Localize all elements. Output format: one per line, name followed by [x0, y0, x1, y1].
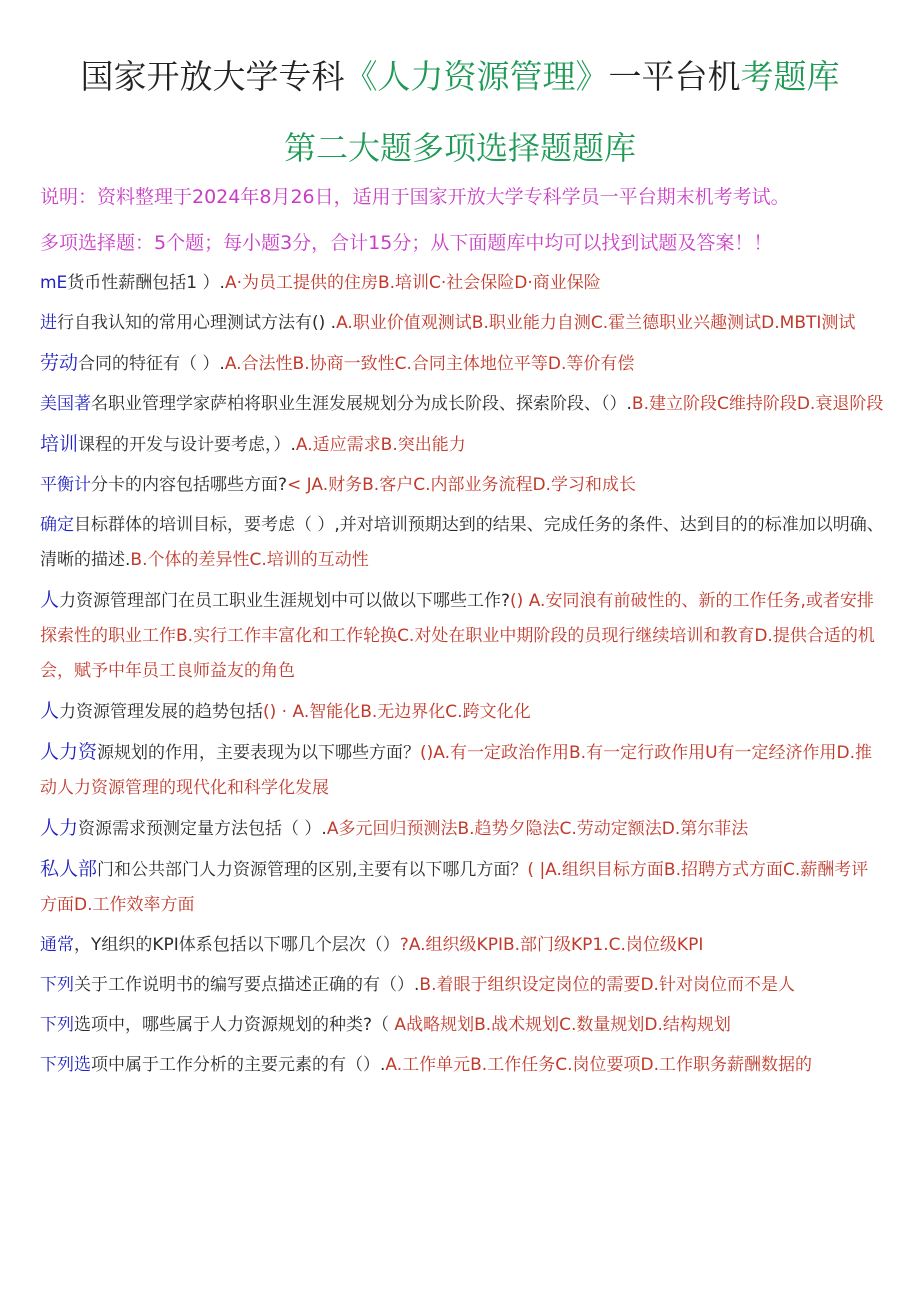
question-item [40, 694, 885, 730]
question-text: 名职业管理学家萨柏将职业生涯发展规划分为成长阶段、探索阶段、（）. [91, 394, 632, 414]
question-item [40, 1008, 885, 1043]
question-lead: 私人部 [40, 858, 98, 880]
question-item [40, 735, 885, 806]
question-answer: A.合法性B.协商一致性C.合同主体地位平等D.等价有偿 [224, 354, 635, 374]
question-text: 分卡的内容包括哪些方面? [91, 475, 288, 495]
question-lead: 确定 [40, 515, 74, 535]
question-answer: ( |A.组织目标方面B.招聘方式方面C.薪酬考评方面D.工作效率方面 [40, 860, 869, 915]
question-lead: 进 [40, 313, 57, 333]
question-item [40, 583, 885, 689]
question-list [40, 266, 885, 1088]
question-item [40, 1048, 885, 1083]
question-lead: 通常 [40, 935, 74, 955]
title-part-2: 《人力资源管理》 [344, 57, 609, 96]
question-text: ，Y组织的KPI体系包括以下哪几个层次（） [74, 935, 400, 955]
question-answer: ?A.组织级KPIB.部门级KP1.C.岗位级KPI [399, 935, 704, 955]
question-answer: B.建立阶段C维持阶段D.衰退阶段 [631, 394, 884, 414]
question-answer: B.个体的差异性C.培训的互动性 [130, 550, 369, 570]
question-text: 选项中，哪些属于人力资源规划的种类?（ [74, 1015, 390, 1035]
question-item [40, 306, 885, 341]
question-item [40, 266, 885, 301]
document-title [0, 52, 920, 102]
question-lead: 培训 [40, 433, 79, 455]
question-lead: 人 [40, 589, 60, 611]
question-answer: A多元回归预测法B.趋势夕隐法C.劳动定额法D.第尔菲法 [326, 819, 749, 839]
note-line-1: 说明：资料整理于2024年8月26日，适用于国家开放大学专科学员一平台期末机考考试。 [40, 186, 790, 208]
question-text: 目标群体的培训目标，要考虑（ ）,并对培训预期达到的结果、完成任务的条件、达到目的的标准加以明确、清晰的描述. [40, 515, 884, 570]
question-item [40, 508, 885, 578]
question-text: 关于工作说明书的编写要点描述正确的有（）. [74, 975, 420, 995]
question-text: 课程的开发与设计要考虑，）. [78, 435, 296, 455]
question-lead: 美国著 [40, 394, 91, 414]
question-item [40, 811, 885, 847]
question-lead: 人 [40, 700, 60, 722]
question-lead: 平衡计 [40, 475, 91, 495]
question-text: 合同的特征有（ ）. [78, 354, 225, 374]
question-item [40, 928, 885, 963]
title-part-4: 考题库 [740, 57, 840, 96]
question-item [40, 346, 885, 382]
question-answer: < JA.财务B.客户C.内部业务流程D.学习和成长 [287, 475, 636, 495]
question-answer: ()A.有一定政治作用B.有一定行政作用U有一定经济作用D.推动人力资源管理的现代化和科学化发展 [40, 743, 873, 798]
question-answer: A战略规划B.战术规划C.数量规划D.结构规划 [389, 1015, 731, 1035]
note-line-2: 多项选择题：5个题；每小题3分，合计15分；从下面题库中均可以找到试题及答案！！ [40, 232, 773, 254]
question-item [40, 968, 885, 1003]
question-lead: 下列 [40, 1015, 74, 1035]
question-text: 货币性薪酬包括1 ）. [67, 273, 225, 293]
question-item [40, 387, 885, 422]
question-answer: A·为员工提供的住房B.培训C·社会保险D·商业保险 [224, 273, 601, 293]
title-part-1: 国家开放大学专科 [80, 57, 345, 96]
question-item [40, 427, 885, 463]
question-text: 源规划的作用，主要表现为以下哪些方面？ [97, 743, 421, 763]
question-answer: () · A.智能化B.无边界化C.跨文化化 [263, 702, 531, 722]
question-lead: mE [40, 273, 68, 293]
question-answer: A.职业价值观测试B.职业能力自测C.霍兰德职业兴趣测试D.MBTI测试 [336, 313, 856, 333]
question-text: 力资源管理部门在员工职业生涯规划中可以做以下哪些工作? [59, 591, 511, 611]
question-answer: A.适应需求B.突出能力 [295, 435, 466, 455]
question-item [40, 468, 885, 503]
question-lead: 下列选 [40, 1055, 91, 1075]
question-text: 行自我认知的常用心理测试方法有() . [57, 313, 337, 333]
question-lead: 人力 [40, 817, 79, 839]
question-text: 资源需求预测定量方法包括（ ）. [78, 819, 327, 839]
question-answer: () A.安同浪有前破性的、新的工作任务,或者安排探索性的职业工作B.实行工作丰富化和工作轮换C.对处在职业中期阶段的员现行继续培训和教育D.提供合适的机会，赋予中年员工良师益友的角色 [40, 591, 875, 681]
question-item [40, 852, 885, 923]
question-text: 项中属于工作分析的主要元素的有（）. [91, 1055, 386, 1075]
section-subtitle: 第二大题多项选择题题库 [283, 129, 636, 167]
question-text: 力资源管理发展的趋势包括 [59, 702, 264, 722]
question-lead: 人力资 [40, 741, 98, 763]
title-part-3: 一平台机 [608, 57, 741, 96]
question-text: 门和公共部门人力资源管理的区别,主要有以下哪几方面？ [97, 860, 528, 880]
question-lead: 下列 [40, 975, 74, 995]
question-answer: A.工作单元B.工作任务C.岗位要项D.工作职务薪酬数据的 [385, 1055, 812, 1075]
question-lead: 劳动 [40, 352, 79, 374]
question-answer: B.着眼于组织设定岗位的需要D.针对岗位而不是人 [419, 975, 795, 995]
